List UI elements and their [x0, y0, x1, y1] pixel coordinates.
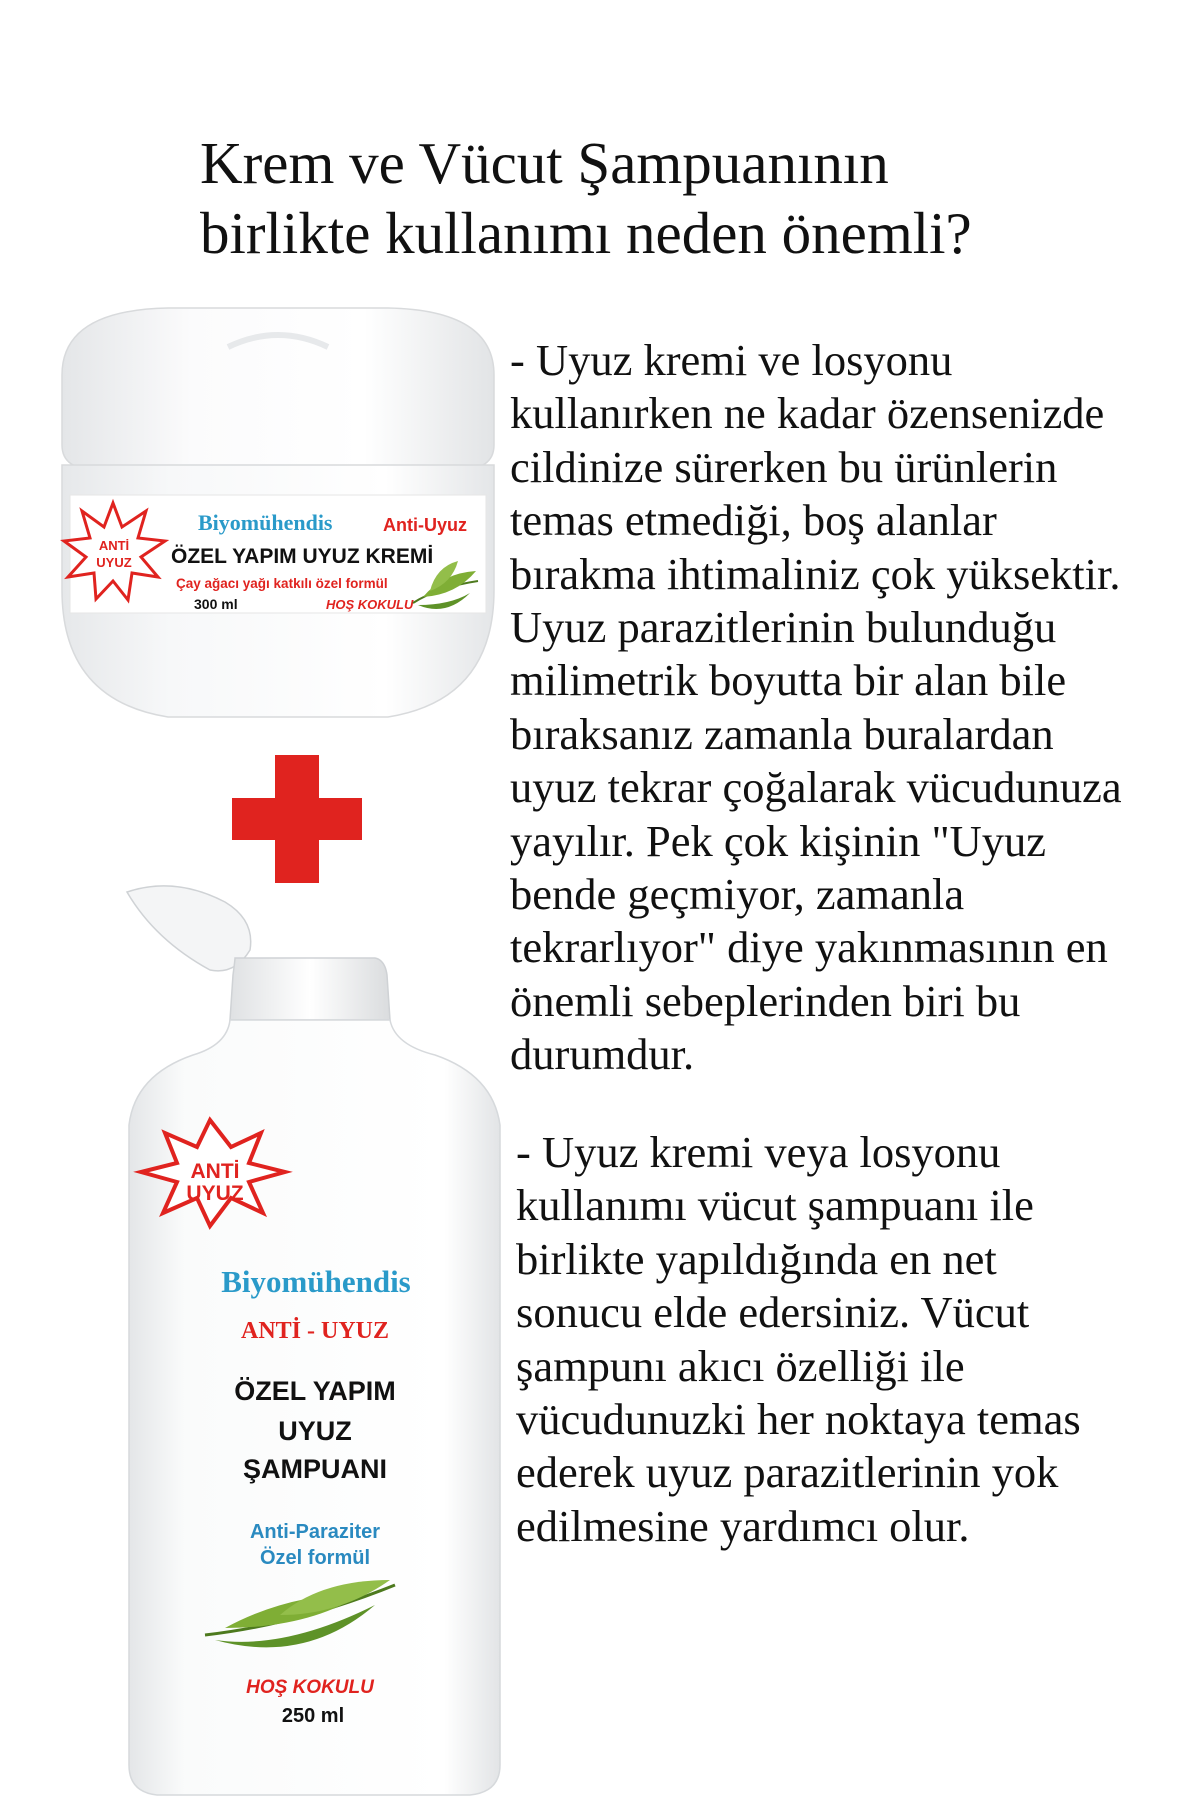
paragraph-1: [510, 334, 1122, 1082]
paragraph-1-line: milimetrik boyutta bir alan bile: [510, 655, 1067, 706]
shampoo-bottle-image: [115, 880, 515, 1800]
jar-volume: 300 ml: [194, 596, 238, 612]
paragraph-2-line: birlikte yapıldığında en net: [516, 1233, 997, 1284]
bottle-brand: Biyomühendis: [221, 1264, 411, 1299]
paragraph-2-line: sonucu elde edersiniz. Vücut: [516, 1287, 1030, 1338]
jar-tag: Anti-Uyuz: [383, 515, 467, 535]
bottle-scent: HOŞ KOKULU: [246, 1677, 374, 1698]
paragraph-1-line: önemli sebeplerinden biri bu: [510, 975, 1021, 1026]
bottle-tag: ANTİ - UYUZ: [240, 1318, 390, 1344]
bottle-feature-line1: Anti-Paraziter: [249, 1521, 381, 1543]
bottle-volume: 250 ml: [281, 1705, 345, 1727]
paragraph-1-line: bıraksanız zamanla buralardan: [510, 708, 1054, 759]
paragraph-1-line: temas etmediği, boş alanlar: [510, 495, 997, 546]
paragraph-1-line: tekrarlıyor" diye yakınmasının en: [510, 922, 1108, 973]
bottle-product-line3: ŞAMPUANI: [242, 1454, 388, 1484]
paragraph-1-line: yayılır. Pek çok kişinin "Uyuz: [510, 815, 1047, 866]
title-line-2: birlikte kullanımı neden önemli?: [200, 200, 972, 266]
jar-subtitle: Çay ağacı yağı katkılı özel formül: [176, 576, 388, 591]
bottle-product-line2: UYUZ: [278, 1416, 352, 1446]
jar-scent: HOŞ KOKULU: [326, 597, 414, 612]
paragraph-1-line: Uyuz parazitlerinin bulunduğu: [510, 602, 1057, 653]
jar-badge-line1: ANTİ: [98, 538, 130, 553]
paragraph-1-line: bırakma ihtimaliniz çok yüksektir.: [510, 548, 1121, 599]
paragraph-1-line: kullanırken ne kadar özensenizde: [510, 388, 1105, 439]
paragraph-1-line: cildinize sürerken bu ürünlerin: [510, 441, 1058, 492]
bottle-badge-line1: ANTİ: [190, 1160, 240, 1183]
paragraph-2-line: - Uyuz kremi veya losyonu: [516, 1127, 1001, 1177]
bottle-product-line1: ÖZEL YAPIM: [234, 1376, 396, 1406]
bottle-feature-line2: Özel formül: [259, 1547, 371, 1569]
paragraph-2-line: kullanımı vücut şampuanı ile: [516, 1180, 1034, 1231]
paragraph-2-line: edilmesine yardımcı olur.: [516, 1500, 970, 1551]
paragraph-1-line: durumdur.: [510, 1029, 695, 1080]
paragraph-2-line: vücudunuzki her noktaya temas: [516, 1394, 1081, 1445]
paragraph-2-line: şampunı akıcı özelliği ile: [516, 1340, 965, 1391]
jar-brand: Biyomühendis: [198, 510, 333, 535]
page-title: [200, 128, 1140, 268]
paragraph-2: [516, 1126, 1081, 1553]
cream-jar-image: [58, 305, 498, 725]
title-line-1: Krem ve Vücut Şampuanının: [200, 130, 889, 196]
bottle-badge-line2: UYUZ: [186, 1182, 244, 1205]
paragraph-1-line: uyuz tekrar çoğalarak vücudunuza: [510, 762, 1122, 813]
paragraph-1-line: - Uyuz kremi ve losyonu: [510, 335, 953, 385]
jar-badge-line2: UYUZ: [96, 555, 132, 570]
plus-icon: [232, 755, 362, 883]
jar-product: ÖZEL YAPIM UYUZ KREMİ: [171, 545, 434, 568]
paragraph-2-line: ederek uyuz parazitlerinin yok: [516, 1447, 1059, 1498]
paragraph-1-line: bende geçmiyor, zamanla: [510, 869, 965, 920]
